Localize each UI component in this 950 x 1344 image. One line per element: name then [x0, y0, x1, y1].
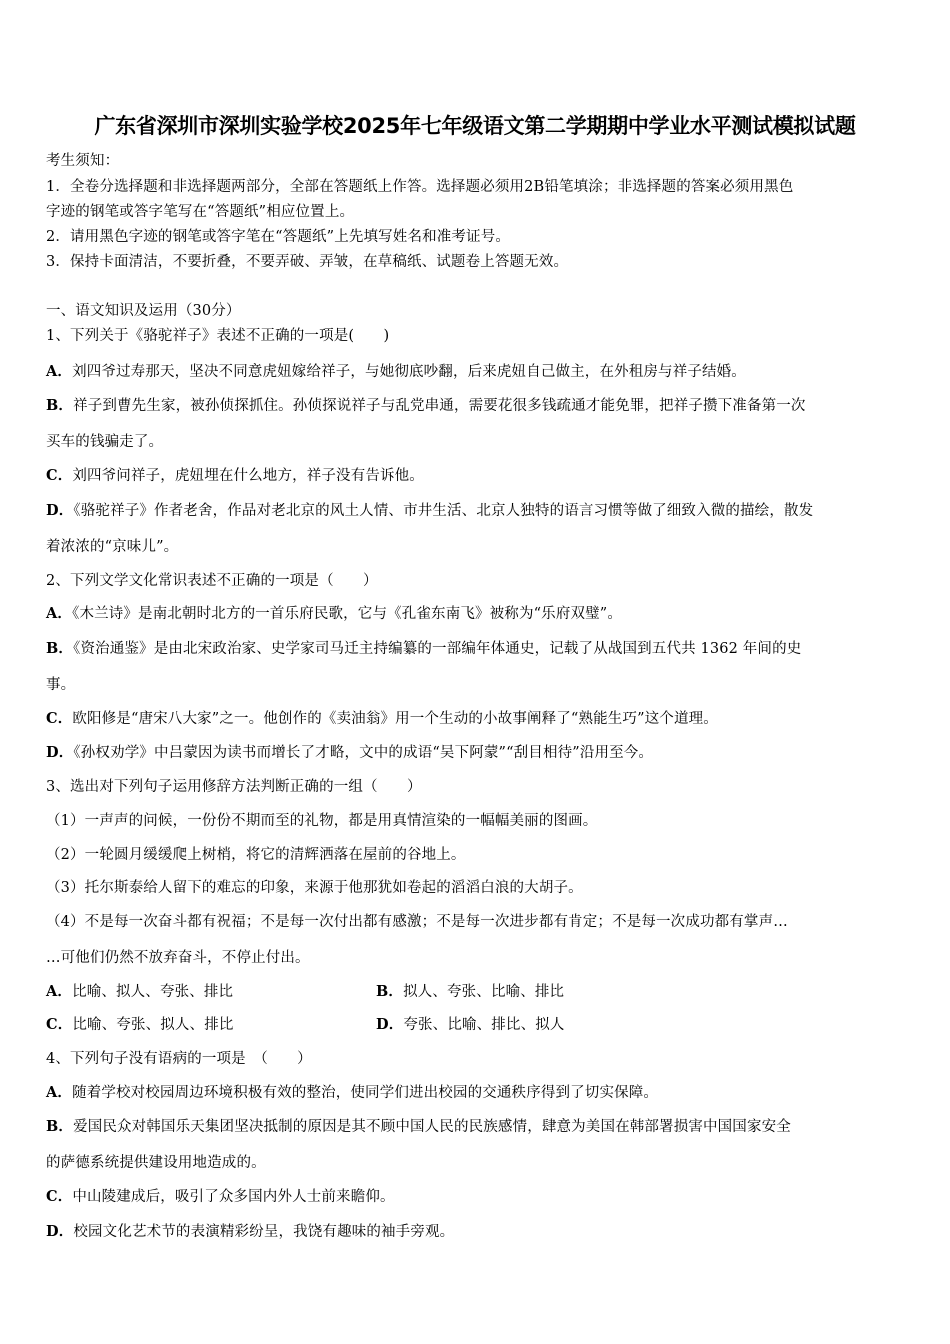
option-text: 拟人、夸张、比喻、排比 — [403, 984, 565, 1000]
option-text: 《木兰诗》是南北朝时北方的一首乐府民歌，它与《孔雀东南飞》被称为“乐府双璧”。 — [72, 606, 622, 622]
option-row — [46, 1015, 908, 1035]
notice-item: 2．请用黑色字迹的钢笔或答字笔在“答题纸”上先填写姓名和准考证号。 — [46, 229, 510, 245]
option-text: 《资治通鉴》是由北宋政治家、史学家司马迁主持编纂的一部编年体通史，记载了从战国到五代共 1362 年间的史 — [73, 641, 802, 657]
option-d — [46, 743, 908, 763]
option-b — [46, 639, 908, 659]
option-letter: C． — [46, 1016, 73, 1033]
option-a — [46, 604, 908, 624]
notice-heading: 考生须知： — [46, 153, 120, 169]
option-text: 《骆驼祥子》作者老舍，作品对老北京的风土人情、市井生活、北京人独特的语言习惯等做了细致入微的描绘，散发 — [73, 503, 814, 519]
option-continuation: 着浓浓的“京味儿”。 — [46, 539, 179, 555]
option-text: 刘四爷过寿那天，坚决不同意虎妞嫁给祥子，与她彻底吵翻，后来虎妞自己做主，在外租房与祥子结婚。 — [72, 364, 746, 380]
question-stem: 2、下列文学文化常识表述不正确的一项是（ ） — [46, 573, 378, 589]
option-b — [46, 1117, 908, 1137]
option-letter: C． — [46, 710, 73, 727]
sentence: （1）一声声的问候，一份份不期而至的礼物，都是用真情渲染的一幅幅美丽的图画。 — [46, 813, 598, 829]
option-letter: D． — [376, 1016, 404, 1033]
option-c — [46, 466, 908, 486]
option-c — [46, 1017, 234, 1033]
option-a — [46, 984, 233, 1000]
notice-item: 字迹的钢笔或答字笔写在“答题纸”相应位置上。 — [46, 204, 355, 220]
option-b — [376, 982, 564, 1002]
question-stem: 1、下列关于《骆驼祥子》表述不正确的一项是( ) — [46, 328, 390, 344]
option-text: 比喻、夸张、拟人、排比 — [72, 1017, 234, 1033]
option-c — [46, 1187, 908, 1207]
option-letter: D． — [46, 744, 74, 761]
option-letter: B． — [46, 397, 74, 414]
option-d — [46, 501, 908, 521]
option-letter: B． — [46, 640, 74, 657]
option-text: 《孙权劝学》中吕蒙因为读书而增长了才略，文中的成语“吴下阿蒙”“刮目相待”沿用至今。 — [73, 745, 654, 761]
sentence-continuation: …可他们仍然不放弃奋斗，不停止付出。 — [46, 950, 310, 966]
option-continuation: 买车的钱骗走了。 — [46, 434, 164, 450]
option-letter: B． — [376, 983, 404, 1000]
option-text: 爱国民众对韩国乐天集团坚决抵制的原因是其不顾中国人民的民族感情，肆意为美国在韩部署损害中国国家安全 — [73, 1119, 791, 1135]
option-text: 刘四爷问祥子，虎妞埋在什么地方，祥子没有告诉他。 — [72, 468, 424, 484]
option-text: 中山陵建成后，吸引了众多国内外人士前来瞻仰。 — [72, 1189, 395, 1205]
question-stem: 4、下列句子没有语病的一项是 （ ） — [46, 1051, 312, 1067]
option-row — [46, 982, 908, 1002]
option-text: 夸张、比喻、排比、拟人 — [403, 1017, 565, 1033]
section-heading: 一、语文知识及运用（30分） — [46, 303, 241, 319]
notice-item: 1．全卷分选择题和非选择题两部分，全部在答题纸上作答。选择题必须用2B铅笔填涂；非选择题的答案必须用黑色 — [46, 179, 794, 195]
option-b — [46, 396, 908, 416]
option-letter: C． — [46, 467, 73, 484]
option-letter: D． — [46, 502, 74, 519]
option-text: 随着学校对校园周边环境积极有效的整治，使同学们进出校园的交通秩序得到了切实保障。 — [72, 1085, 659, 1101]
question-stem: 3、选出对下列句子运用修辞方法判断正确的一组（ ） — [46, 779, 422, 795]
option-letter: A． — [46, 605, 73, 622]
option-text: 欧阳修是“唐宋八大家”之一。他创作的《卖油翁》用一个生动的小故事阐释了“熟能生巧”这个道理。 — [72, 711, 718, 727]
option-text: 校园文化艺术节的表演精彩纷呈，我饶有趣味的袖手旁观。 — [73, 1224, 455, 1240]
option-continuation: 事。 — [46, 677, 76, 693]
option-text: 祥子到曹先生家，被孙侦探抓住。孙侦探说祥子与乱党串通，需要花很多钱疏通才能免罪，把祥子攒下准备第一次 — [73, 398, 806, 414]
sentence: （4）不是每一次奋斗都有祝福；不是每一次付出都有感激；不是每一次进步都有肯定；不是每一次成功都有掌声… — [46, 914, 788, 930]
option-letter: A． — [46, 983, 73, 1000]
sentence: （3）托尔斯泰给人留下的难忘的印象，来源于他那犹如卷起的滔滔白浪的大胡子。 — [46, 880, 583, 896]
option-letter: B． — [46, 1118, 74, 1135]
option-text: 比喻、拟人、夸张、排比 — [72, 984, 234, 1000]
page-title: 广东省深圳市深圳实验学校2025年七年级语文第二学期期中学业水平测试模拟试题 — [94, 114, 856, 138]
notice-item: 3．保持卡面清洁，不要折叠，不要弄破、弄皱，在草稿纸、试题卷上答题无效。 — [46, 254, 569, 270]
option-letter: A． — [46, 1084, 73, 1101]
option-continuation: 的萨德系统提供建设用地造成的。 — [46, 1155, 266, 1171]
option-d — [46, 1222, 908, 1242]
option-letter: A． — [46, 363, 73, 380]
sentence: （2）一轮圆月缓缓爬上树梢，将它的清辉洒落在屋前的谷地上。 — [46, 847, 466, 863]
option-a — [46, 362, 908, 382]
option-letter: D． — [46, 1223, 74, 1240]
option-a — [46, 1083, 908, 1103]
option-d — [376, 1015, 565, 1035]
option-c — [46, 709, 908, 729]
option-letter: C． — [46, 1188, 73, 1205]
